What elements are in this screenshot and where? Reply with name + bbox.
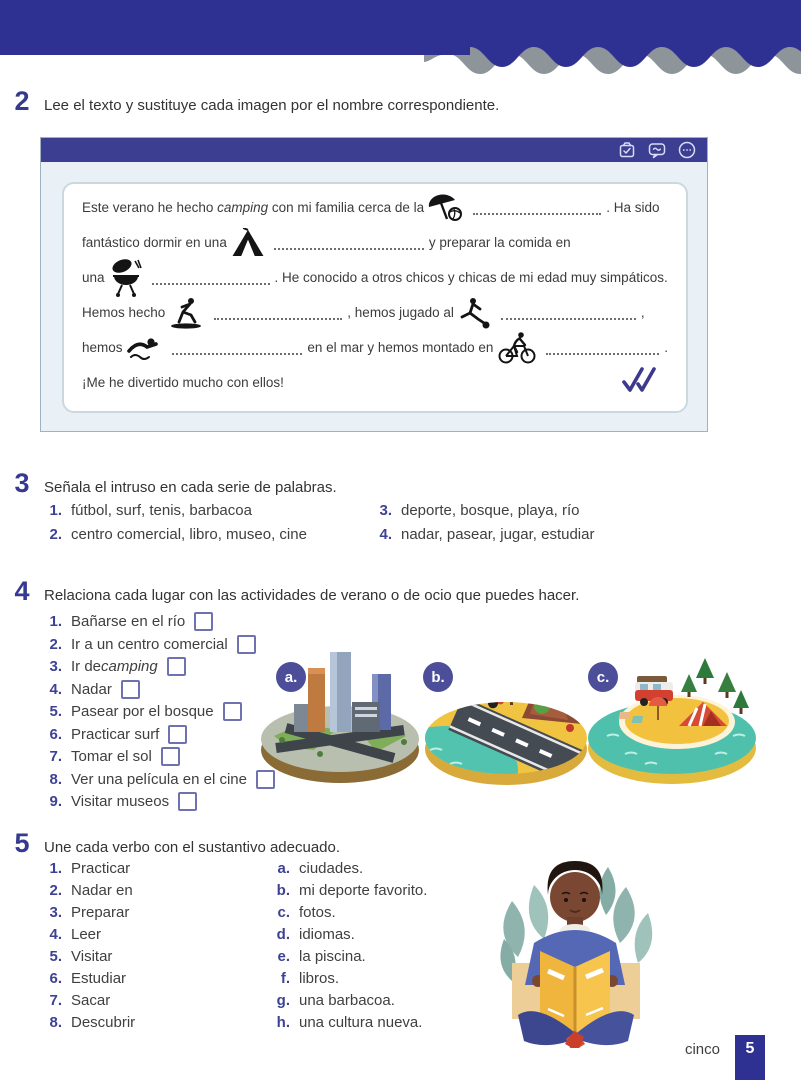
list-item [40, 948, 240, 963]
list-item [370, 526, 700, 543]
cloze-line-3 [82, 260, 668, 295]
item-text: fotos. [299, 904, 336, 921]
list-item [268, 860, 488, 875]
exercise3-number: 3 [14, 468, 30, 498]
camping-island-illustration [585, 632, 760, 790]
item-text: Sacar [71, 992, 111, 1009]
exercise2-number: 2 [14, 86, 30, 116]
item-text: una cultura nueva. [299, 1014, 423, 1031]
exercise2-title: Lee el texto y sustituye cada imagen por el nombre correspondiente. [44, 97, 500, 114]
fill-in-blank[interactable] [546, 340, 659, 355]
label-badge-b [423, 662, 453, 692]
cloze-text-italic: camping [217, 200, 269, 215]
item-text: Estudiar [71, 970, 127, 987]
cloze-text: . Ha sido [606, 200, 660, 215]
item-text: Tomar el sol [71, 748, 152, 766]
cloze-text: Este verano he hecho [82, 200, 218, 215]
fill-in-blank[interactable] [473, 200, 601, 215]
exercise5-number: 5 [14, 828, 30, 858]
item-number: 2. [49, 635, 62, 653]
item-text: ciudades. [299, 860, 364, 877]
item-text: Ir a un centro comercial [71, 635, 228, 653]
fill-in-blank[interactable] [214, 305, 342, 320]
list-item [268, 926, 488, 941]
exercise4-title: Relaciona cada lugar con las actividades de verano o de ocio que puedes hacer. [44, 587, 580, 604]
header-wave-band [0, 0, 801, 80]
item-number: 8. [49, 770, 62, 788]
list-item [40, 882, 240, 897]
item-text: Visitar museos [71, 793, 170, 811]
clipboard-check-icon[interactable] [617, 140, 637, 160]
list-item [40, 860, 240, 875]
item-number: 6. [49, 725, 62, 743]
answer-checkbox[interactable] [194, 612, 213, 631]
item-text: centro comercial, libro, museo, cine [71, 526, 307, 543]
swimmer-icon [127, 335, 163, 361]
exercise5-verbs [40, 860, 240, 1036]
cloze-text: una [82, 270, 105, 285]
item-letter: h. [276, 1014, 290, 1031]
exercise2-header [8, 86, 499, 117]
item-text: Ver una película en el cine [71, 770, 247, 788]
comment-icon[interactable] [647, 140, 667, 160]
exercise5-title: Une cada verbo con el sustantivo adecuado. [44, 839, 341, 856]
beach-road-illustration [420, 632, 592, 790]
item-letter: a. [277, 860, 290, 877]
item-number: 3. [379, 502, 392, 519]
footballer-icon [458, 297, 492, 329]
item-number: 7. [49, 992, 62, 1009]
item-number: 4. [379, 526, 392, 543]
item-text: Nadar [71, 680, 112, 698]
cloze-text: y preparar la comida en [428, 235, 571, 250]
item-number: 1. [49, 860, 62, 877]
cloze-line-5 [82, 330, 668, 365]
exercise5-nouns [268, 860, 488, 1036]
item-letter: d. [276, 926, 290, 943]
cloze-line-4 [82, 295, 668, 330]
list-item [268, 1014, 488, 1029]
item-text: nadar, pasear, jugar, estudiar [401, 526, 595, 543]
answer-checkbox[interactable] [121, 680, 140, 699]
reading-person-illustration [478, 843, 673, 1048]
item-letter: g. [276, 992, 290, 1009]
list-item [40, 526, 370, 543]
item-text: libros. [299, 970, 340, 987]
list-item [40, 992, 240, 1007]
cloze-text: en el mar y hemos montado en [307, 340, 494, 355]
barbecue-icon [109, 259, 143, 297]
item-text: fútbol, surf, tenis, barbacoa [71, 502, 252, 519]
item-number: 4. [49, 926, 62, 943]
cyclist-icon [497, 332, 537, 364]
cloze-text: hemos [82, 340, 123, 355]
item-number: 1. [49, 613, 62, 631]
item-letter: c. [277, 904, 290, 921]
item-number: 4. [49, 680, 62, 698]
badge-letter: c. [596, 668, 610, 686]
answer-checkbox[interactable] [223, 702, 242, 721]
page-number: 5 [745, 1040, 755, 1057]
answer-checkbox[interactable] [167, 657, 186, 676]
item-letter: e. [277, 948, 290, 965]
list-item [268, 970, 488, 985]
cloze-text: fantástico dormir en una [82, 235, 227, 250]
list-item [40, 1014, 240, 1029]
item-number: 5. [49, 948, 62, 965]
cloze-text: , hemos jugado al [347, 305, 454, 320]
item-text: Pasear por el bosque [71, 703, 214, 721]
exercise3-column-left [40, 502, 370, 550]
cloze-text: ¡Me he divertido mucho con ellos! [82, 375, 284, 390]
answer-checkbox[interactable] [178, 792, 197, 811]
exercise4-number: 4 [14, 576, 30, 606]
item-number: 3. [49, 658, 62, 676]
list-item [40, 612, 340, 632]
reading-activity-card [40, 137, 708, 432]
list-item [40, 792, 340, 812]
item-text: deporte, bosque, playa, río [401, 502, 580, 519]
cloze-line-2 [82, 225, 668, 260]
fill-in-blank[interactable] [274, 235, 424, 250]
item-text: mi deporte favorito. [299, 882, 428, 899]
page-word: cinco [684, 1041, 720, 1058]
fill-in-blank[interactable] [501, 305, 636, 320]
cloze-text: , [640, 305, 645, 320]
beach-icon [428, 193, 464, 223]
surfer-icon [169, 297, 205, 329]
answer-checkbox[interactable] [237, 635, 256, 654]
item-letter: b. [276, 882, 290, 899]
item-number: 2. [49, 526, 62, 543]
item-text: Descubrir [71, 1014, 136, 1031]
item-text: Bañarse en el río [71, 613, 186, 631]
item-text: idiomas. [299, 926, 355, 943]
fill-in-blank[interactable] [152, 270, 270, 285]
badge-letter: b. [431, 668, 445, 686]
label-badge-c [588, 662, 618, 692]
activity-card-toolbar [41, 138, 707, 162]
cloze-text: con mi familia cerca de la [268, 200, 425, 215]
item-text: Visitar [71, 948, 113, 965]
list-item [268, 904, 488, 919]
exercise3-title: Señala el intruso en cada serie de palabras. [44, 479, 337, 496]
more-icon[interactable] [677, 140, 697, 160]
item-number: 9. [49, 793, 62, 811]
item-text: Practicar surf [71, 725, 160, 743]
cloze-text: Hemos hecho [82, 305, 166, 320]
page-number-badge [735, 1035, 765, 1080]
item-text-italic: camping [101, 658, 158, 676]
item-text: la piscina. [299, 948, 366, 965]
item-number: 7. [49, 748, 62, 766]
exercise3-column-right [370, 502, 700, 550]
tent-icon [231, 228, 265, 257]
item-letter: f. [280, 970, 290, 987]
exercise3-header [8, 468, 337, 499]
label-badge-a [276, 662, 306, 692]
cloze-line-6 [82, 365, 668, 400]
fill-in-blank[interactable] [172, 340, 303, 355]
list-item [40, 904, 240, 919]
city-illustration [256, 636, 424, 788]
double-check-icon [620, 367, 660, 395]
item-number: 5. [49, 703, 62, 721]
badge-letter: a. [284, 668, 298, 686]
item-number: 1. [49, 502, 62, 519]
item-text: Ir de [71, 658, 102, 676]
exercise4-header [8, 576, 579, 607]
list-item [40, 970, 240, 985]
list-item [370, 502, 700, 519]
item-number: 3. [49, 904, 62, 921]
item-number: 6. [49, 970, 62, 987]
cloze-text-panel [62, 182, 688, 413]
answer-checkbox[interactable] [168, 725, 187, 744]
list-item [268, 992, 488, 1007]
item-text: Nadar en [71, 882, 133, 899]
list-item [40, 926, 240, 941]
item-text: Practicar [71, 860, 131, 877]
list-item [268, 948, 488, 963]
list-item [40, 502, 370, 519]
cloze-text: . He conocido a otros chicos y chicas de mi edad muy simpáticos. [274, 270, 668, 285]
item-text: una barbacoa. [299, 992, 395, 1009]
exercise5-header [8, 828, 340, 859]
item-number: 2. [49, 882, 62, 899]
item-text: Preparar [71, 904, 130, 921]
item-text: Leer [71, 926, 102, 943]
list-item [268, 882, 488, 897]
answer-checkbox[interactable] [161, 747, 180, 766]
cloze-line-1 [82, 190, 668, 225]
cloze-text: . [664, 340, 668, 355]
item-number: 8. [49, 1014, 62, 1031]
